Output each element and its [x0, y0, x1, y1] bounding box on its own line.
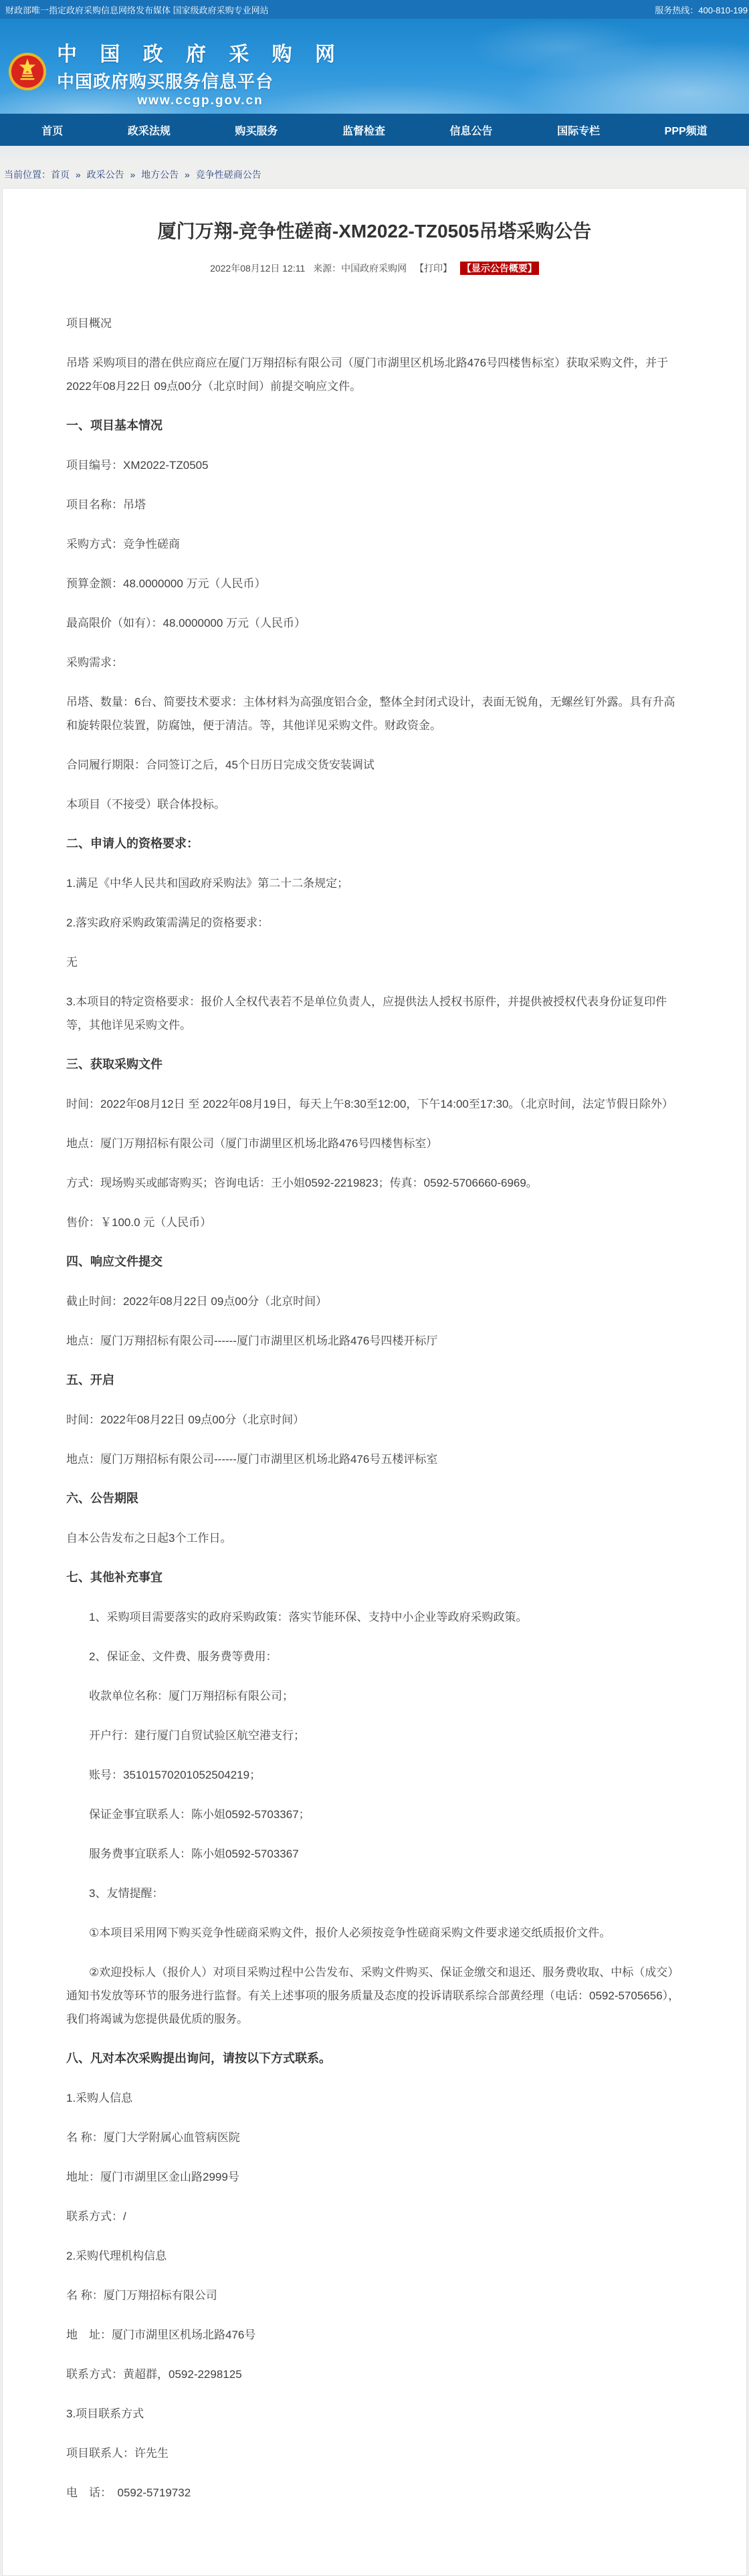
article-paragraph: 项目概况: [66, 317, 112, 330]
show-summary-button[interactable]: 【显示公告概要】: [460, 262, 539, 275]
article-paragraph: 联系方式：/: [66, 2210, 126, 2223]
article-paragraph: 地点：厦门万翔招标有限公司------厦门市湖里区机场北路476号五楼评标室: [66, 1453, 438, 1466]
article-paragraph: 1.采购人信息: [66, 2092, 133, 2104]
nav-item-international[interactable]: 国际专栏: [557, 125, 601, 137]
article-paragraph: 地 址：厦门市湖里区机场北路476号: [66, 2329, 256, 2341]
article-paragraph: 服务费事宜联系人：陈小姐0592-5703367: [89, 1848, 299, 1860]
article-paragraph: 2.落实政府采购政策需满足的资格要求：: [66, 916, 270, 929]
site-logo: [8, 37, 344, 108]
breadcrumb-separator: »: [130, 169, 136, 180]
service-hotline: 服务热线：400-810-199: [655, 5, 748, 15]
top-bar: [0, 0, 749, 19]
article-paragraph: 项目编号：XM2022-TZ0505: [66, 459, 209, 472]
article-paragraph: 开户行：建行厦门自贸试验区航空港支行；: [89, 1729, 305, 1742]
nav-item-supervision[interactable]: 监督检查: [342, 125, 385, 137]
article-body: [3, 275, 746, 2504]
breadcrumb-link-local[interactable]: 地方公告: [141, 169, 179, 180]
article-paragraph: 2、保证金、文件费、服务费等费用：: [89, 1650, 278, 1663]
article-paragraph: 账号：35101570201052504219；: [89, 1769, 261, 1781]
article-paragraph: 合同履行期限：合同签订之后，45个日历日完成交货安装调试: [66, 759, 374, 771]
article-paragraph: 名 称：厦门大学附属心血管病医院: [66, 2131, 240, 2144]
article-paragraph: 保证金事宜联系人：陈小姐0592-5703367；: [89, 1808, 310, 1821]
article-paragraph: 电 话： 0592-5719732: [66, 2486, 191, 2499]
section-heading: 四、响应文件提交: [66, 1255, 163, 1268]
nav-item-ppp[interactable]: PPP频道: [664, 125, 708, 137]
content-panel: [2, 188, 747, 2576]
article-paragraph: 预算金额：48.0000000 万元（人民币）: [66, 577, 266, 590]
article-paragraph: 吊塔 采购项目的潜在供应商应在厦门万翔招标有限公司（厦门市湖里区机场北路476号四楼售标室）获取采购文件，并于2022年08月22日 09点00分（北京时间）前提交响应文件。: [66, 357, 669, 393]
publish-datetime: 2022年08月12日 12:11: [210, 263, 306, 274]
main-nav: [0, 114, 749, 146]
site-url: www.ccgp.gov.cn: [137, 94, 263, 108]
article-paragraph: 收款单位名称：厦门万翔招标有限公司；: [89, 1690, 294, 1702]
article-paragraph: ②欢迎投标人（报价人）对项目采购过程中公告发布、采购文件购买、保证金缴交和退还、服务费收取、中标（成交）通知书发放等环节的服务进行监督。有关上述事项的服务质量及态度的投诉请联系综合部黄经理（电话：0592-5705656），我们将竭诚为您提供最优质的服务。: [66, 1966, 680, 2025]
article-paragraph: 自本公告发布之日起3个工作日。: [66, 1532, 232, 1545]
nav-item-home[interactable]: 首页: [41, 125, 64, 137]
breadcrumb-link-announcements[interactable]: 政采公告: [86, 169, 124, 180]
article-paragraph: 项目名称：吊塔: [66, 498, 146, 511]
breadcrumb-link-consultation[interactable]: 竞争性磋商公告: [195, 169, 261, 180]
article-paragraph: 联系方式：黄超群，0592-2298125: [66, 2368, 242, 2381]
article-paragraph: 时间：2022年08月22日 09点00分（北京时间）: [66, 1413, 305, 1426]
article-paragraph: ①本项目采用网下购买竞争性磋商采购文件，报价人必须按竞争性磋商采购文件要求递交纸质报价文件。: [89, 1926, 611, 1939]
article-paragraph: 2.采购代理机构信息: [66, 2250, 167, 2262]
article-paragraph: 项目联系人：许先生: [66, 2447, 169, 2460]
section-heading: 二、申请人的资格要求：: [66, 837, 199, 850]
article-paragraph: 地点：厦门万翔招标有限公司------厦门市湖里区机场北路476号四楼开标厅: [66, 1334, 438, 1347]
section-heading: 五、开启: [66, 1373, 114, 1387]
nav-item-regulations[interactable]: 政采法规: [127, 125, 171, 137]
article-paragraph: 地址：厦门市湖里区金山路2999号: [66, 2171, 239, 2183]
article-paragraph: 时间：2022年08月12日 至 2022年08月19日，每天上午8:30至12:00，下午14:00至17:30。（北京时间，法定节假日除外）: [66, 1098, 673, 1110]
article-paragraph: 地点：厦门万翔招标有限公司（厦门市湖里区机场北路476号四楼售标室）: [66, 1137, 438, 1150]
site-slogan: 财政部唯一指定政府采购信息网络发布媒体 国家级政府采购专业网站: [5, 5, 269, 15]
article-paragraph: 3.本项目的特定资格要求：报价人全权代表若不是单位负责人，应提供法人授权书原件，并提供被授权代表身份证复印件等，其他详见采购文件。: [66, 995, 667, 1031]
site-header: [0, 19, 749, 114]
article-paragraph: 最高限价（如有）：48.0000000 万元（人民币）: [66, 617, 306, 629]
article-paragraph: 截止时间：2022年08月22日 09点00分（北京时间）: [66, 1295, 328, 1308]
article-paragraph: 本项目（不接受）联合体投标。: [66, 798, 225, 811]
article-paragraph: 3、友情提醒：: [89, 1887, 164, 1900]
print-button[interactable]: 【打印】: [415, 263, 453, 274]
article-paragraph: 采购方式：竞争性磋商: [66, 538, 180, 551]
source-label: 来源：中国政府采购网: [313, 263, 407, 274]
article-paragraph: 售价：￥100.0 元（人民币）: [66, 1216, 212, 1229]
section-heading: 六、公告期限: [66, 1492, 138, 1505]
section-heading: 七、其他补充事宜: [66, 1571, 163, 1584]
article-meta: [3, 262, 746, 275]
nav-shadow: [0, 146, 749, 162]
breadcrumb-prefix: 当前位置：: [4, 169, 51, 180]
section-heading: 三、获取采购文件: [66, 1058, 163, 1071]
article-paragraph: 3.项目联系方式: [66, 2407, 144, 2420]
site-subtitle: 中国政府购买服务信息平台: [57, 72, 274, 92]
article-paragraph: 名 称：厦门万翔招标有限公司: [66, 2289, 217, 2302]
breadcrumb-separator: »: [185, 169, 190, 180]
national-emblem-icon: [8, 52, 47, 94]
article-paragraph: 吊塔、数量：6台、简要技术要求：主体材料为高强度铝合金，整体全封闭式设计，表面无锐角，无螺丝钉外露。具有升高和旋转限位装置，防腐蚀，便于清洁。等，其他详见采购文件。财政资金。: [66, 696, 675, 732]
article-paragraph: 1.满足《中华人民共和国政府采购法》第二十二条规定；: [66, 877, 349, 890]
page-title: 厦门万翔-竞争性磋商-XM2022-TZ0505吊塔采购公告: [157, 221, 592, 241]
nav-item-announcements[interactable]: 信息公告: [449, 125, 493, 137]
breadcrumb-link-home[interactable]: 首页: [51, 169, 70, 180]
breadcrumb-separator: »: [75, 169, 81, 180]
breadcrumb: [0, 162, 749, 188]
nav-item-buy-services[interactable]: 购买服务: [235, 125, 278, 137]
article-paragraph: 1、采购项目需要落实的政府采购政策：落实节能环保、支持中小企业等政府采购政策。: [89, 1611, 528, 1623]
article-paragraph: 方式：现场购买或邮寄购买；咨询电话：王小姐0592-2219823；传真：0592-5706660-6969。: [66, 1177, 538, 1189]
article-paragraph: 无: [66, 956, 78, 969]
article-paragraph: 采购需求：: [66, 656, 123, 669]
section-heading: 八、凡对本次采购提出询问，请按以下方式联系。: [66, 2052, 331, 2065]
section-heading: 一、项目基本情况: [66, 419, 163, 432]
site-title: 中 国 政 府 采 购 网: [57, 43, 344, 66]
